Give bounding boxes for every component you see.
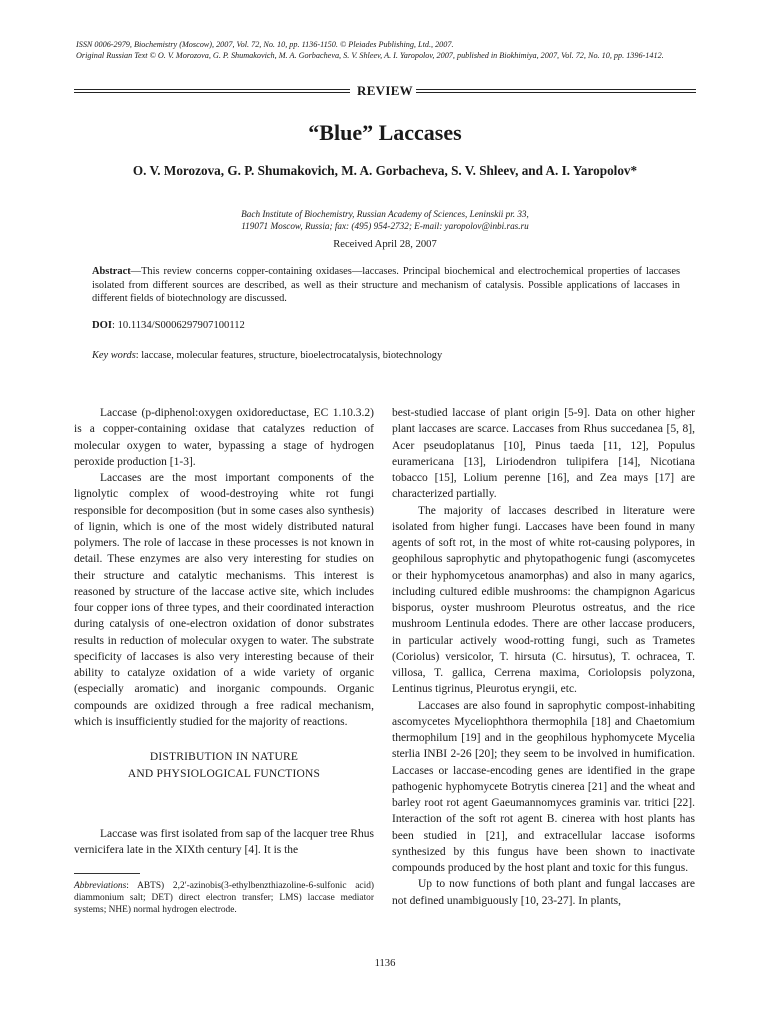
- abstract: [92, 265, 680, 306]
- paragraph: Laccases are also found in saprophytic compost-inhabiting ascomycetes Myceliophthora thermophila [18] and Chaetomium thermophilum [19] and in the geophilous hyphomycete Mycelia sterlia INBI 2-26 [20]; they seem to be involved in humification. Laccases or laccase-encoding genes are identified in the grape pathogenic hyphomycete Botrytis cinerea [21] and the wheat and barley root rot agent Gaeumannomyces graminis var. tritici [22]. Interaction of the soft rot agent B. cinerea with host plants has been studied in [21], and extracellular laccase isoforms synthesized by this fungus have been shown to inactivate compounds produced by the host plant and toxic for this fungus.: [392, 699, 695, 874]
- abstract-dash: —: [130, 266, 142, 277]
- keywords: [92, 350, 680, 361]
- received-date: Received April 28, 2007: [333, 239, 437, 250]
- paragraph: Laccase was first isolated from sap of the lacquer tree Rhus vernicifera late in the XIXth century [4]. It is the: [74, 828, 374, 857]
- doi: [92, 320, 680, 331]
- abstract-label: Abstract: [92, 266, 131, 277]
- keywords-value: : laccase, molecular features, structure, bioelectrocatalysis, biotechnology: [135, 350, 443, 361]
- article-title: “Blue” Laccases: [308, 120, 462, 145]
- paragraph: Laccases are the most important components of the lignolytic complex of wood-destroying white rot fungi responsible for decomposition (but in some cases also synthesis) of lignin, which is one of the most widely distributed natural polymers. The role of laccase in these processes is not known in detail. These enzymes are also very interesting for studies on their structure and catalytic mechanisms. This interest is reasoned by structure of the laccase active site, which includes four copper ions of three types, and their coordinated interaction during catalysis of one-electron oxidation of donor substrates results in reduction of molecular oxygen to water. The substrate specificity of laccases is also very interesting because of their ability to catalyze oxidation of a wide variety of organic (especially aromatic) and inorganic compounds. Organic compounds are oxidized through a free radical mechanism, which is insufficiently studied for the majority of reactions.: [74, 472, 374, 728]
- footnote: [74, 880, 374, 917]
- affiliation-line-2: 119071 Moscow, Russia; fax: (495) 954-2732; E-mail: yaropolov@inbi.ras.ru: [241, 221, 529, 231]
- footnote-rule: [74, 873, 140, 874]
- doi-value[interactable]: : 10.1134/S0006297907100112: [112, 320, 245, 331]
- section-body: [74, 826, 374, 859]
- affiliation: [74, 208, 696, 232]
- left-column: [74, 405, 374, 730]
- right-column: [392, 405, 695, 909]
- rule-left: [74, 89, 350, 93]
- section-heading-line-1: DISTRIBUTION IN NATURE: [149, 751, 299, 763]
- header-line-original: Original Russian Text © O. V. Morozova, G. P. Shumakovich, M. A. Gorbacheva, S. V. Shleev, A. I. Yaropolov, 2007, published in Biokhimiya, 2007, Vol. 72, No. 10, pp. 1396-1412.: [76, 50, 664, 60]
- section-heading-line-2: AND PHYSIOLOGICAL FUNCTIONS: [127, 767, 321, 780]
- header-line-issn: ISSN 0006-2979, Biochemistry (Moscow), 2007, Vol. 72, No. 10, pp. 1136-1150. © Pleiades Publishing, Ltd., 2007.: [76, 40, 454, 49]
- abstract-text: This review concerns copper-containing oxidases—laccases. Principal biochemical and electrochemical properties of laccases isolated from different sources are described, as well as their structure and mechanism of catalysis. Possible applications of laccases in different fields of biotechnology are discussed.: [92, 266, 680, 305]
- section-label-rule: [74, 83, 696, 99]
- affiliation-line-1: Bach Institute of Biochemistry, Russian Academy of Sciences, Leninskii pr. 33,: [241, 209, 529, 219]
- page-number: 1136: [374, 958, 396, 969]
- doi-label: DOI: [92, 320, 113, 331]
- section-label: REVIEW: [357, 83, 413, 98]
- paragraph: Laccase (p-diphenol:oxygen oxidoreductase, EC 1.10.3.2) is a copper-containing oxidase that catalyzes reduction of molecular oxygen to water, bypassing a stage of hydrogen peroxide production [1-3].: [74, 407, 374, 468]
- footnote-label: Abbreviations: [74, 881, 127, 891]
- footnote-text: : ABTS) 2,2′-azinobis(3-ethylbenzthiazoline-6-sulfonic acid) diammonium salt; DET) direct electron transfer; LMS) laccase mediator systems; NHE) normal hydrogen electrode.: [74, 881, 374, 916]
- section-heading: [74, 749, 374, 782]
- paragraph: best-studied laccase of plant origin [5-9]. Data on other higher plant laccases are scarce. Laccases from Rhus succedanea [5, 8], Acer pseudoplatanus [10], Pinus taeda [11, 12], Populus euramericana [13], Liriodendron tulipifera [14], Nicotiana tobacco [15], Lolium perenne [16], and Zea mays [17] are characterized partially.: [392, 407, 695, 501]
- author-list: O. V. Morozova, G. P. Shumakovich, M. A. Gorbacheva, S. V. Shleev, and A. I. Yaropolov*: [132, 163, 638, 178]
- paragraph: The majority of laccases described in literature were isolated from higher fungi. Laccases have been found in many agents of soft rot, in the most of white rot-causing polypores, in geophilous saprophytic and phytopathogenic fungi (ascomycetes or their hyphomycetous anamorphas) and also in many agarics, including cultured edible mushrooms: the champignon Agaricus bisporus, oyster mushroom Pleurotus ostreatus, and the rice mushroom Lentinula edodes. There are other laccase producers, in particular actively wood-rotting fungi, such as Trametes (Coriolus) versicolor, T. hirsuta (C. hirsutus), T. ochracea, T. villosa, T. gallica, Cerrena maxima, Coriolopsis polyzona, Lentinus tigrinus, Pleurotus eryngii, etc.: [392, 504, 695, 696]
- rule-right: [416, 89, 696, 93]
- journal-header: [76, 40, 694, 61]
- keywords-label: Key words: [92, 350, 136, 361]
- paragraph: Up to now functions of both plant and fungal laccases are not defined unambiguously [10, 23-27]. In plants,: [392, 878, 695, 907]
